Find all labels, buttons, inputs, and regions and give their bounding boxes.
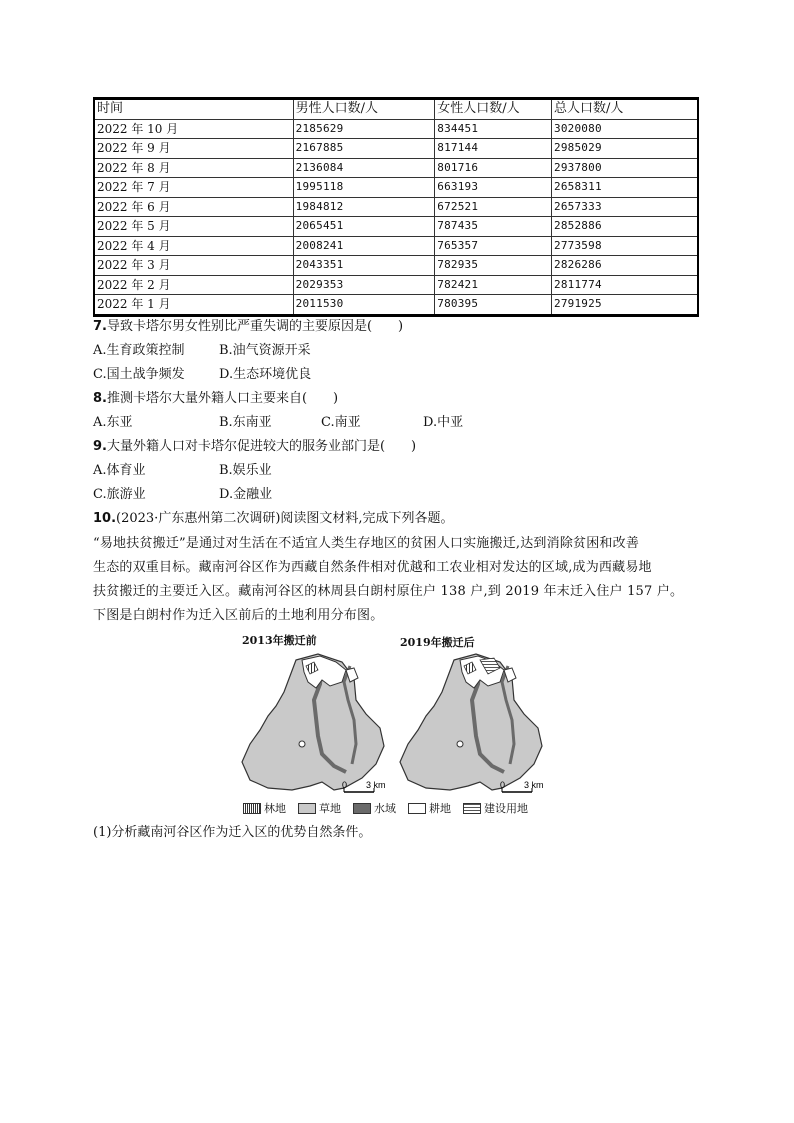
q9-stem: 大量外籍人口对卡塔尔促进较大的服务业部门是( ): [106, 439, 417, 454]
q8-stem: 推测卡塔尔大量外籍人口主要来自( ): [106, 391, 339, 406]
forest-swatch-icon: [243, 803, 261, 814]
cell-male: 2008241: [293, 236, 435, 256]
legend-water: 水域: [353, 800, 396, 816]
cell-male: 2065451: [293, 217, 435, 237]
cell-time: 2022 年 4 月: [94, 236, 293, 256]
farmland-swatch-icon: [408, 803, 426, 814]
cell-total: 2773598: [552, 236, 698, 256]
q7-option-d[interactable]: D.生态环境优良: [219, 367, 312, 382]
q8-stem-line: [93, 390, 338, 408]
cell-total: 2811774: [552, 275, 698, 295]
table-row: [94, 275, 698, 295]
q10-para-line-4: 下图是白朗村作为迁入区前后的土地利用分布图。: [93, 608, 384, 623]
q7-stem: 导致卡塔尔男女性别比严重失调的主要原因是( ): [106, 319, 404, 334]
cell-time: 2022 年 5 月: [94, 217, 293, 237]
q7-options-row1: [93, 342, 311, 360]
scale-label: 3 km: [524, 780, 544, 790]
q7-option-b[interactable]: B.油气资源开采: [219, 343, 311, 358]
legend-farmland: 耕地: [408, 800, 451, 816]
cell-female: 817144: [435, 139, 552, 159]
legend-grassland: 草地: [298, 800, 341, 816]
q8-number: 8.: [93, 391, 107, 406]
table-row: [94, 217, 698, 237]
legend-forest: 林地: [243, 800, 286, 816]
table-row: [94, 236, 698, 256]
cell-female: 782935: [435, 256, 552, 276]
cell-time: 2022 年 8 月: [94, 158, 293, 178]
q9-option-d[interactable]: D.金融业: [219, 487, 273, 502]
map-before: [238, 648, 388, 798]
cell-total: 2791925: [552, 295, 698, 316]
cell-male: 2043351: [293, 256, 435, 276]
q7-number: 7.: [93, 319, 107, 334]
q10-para-line-3: 扶贫搬迁的主要迁入区。藏南河谷区的林周县白朗村原住户 138 户,到 2019 年末迁入住户 157 户。: [93, 584, 684, 599]
cell-male: 2011530: [293, 295, 435, 316]
cell-male: 1995118: [293, 178, 435, 198]
cell-female: 787435: [435, 217, 552, 237]
table-body: [94, 119, 698, 315]
cell-female: 782421: [435, 275, 552, 295]
table-row: [94, 139, 698, 159]
q9-option-a[interactable]: A.体育业: [93, 463, 146, 478]
q7-options-row2: [93, 366, 311, 384]
map-before-title: 2013年搬迁前: [242, 634, 317, 647]
map-legend: [243, 800, 534, 816]
q9-number: 9.: [93, 439, 107, 454]
cell-male: 1984812: [293, 197, 435, 217]
construction-swatch-icon: [463, 803, 481, 814]
grassland-swatch-icon: [298, 803, 316, 814]
cell-female: 765357: [435, 236, 552, 256]
cell-total: 2658311: [552, 178, 698, 198]
scale-zero: 0: [342, 780, 348, 790]
q7-option-a[interactable]: A.生育政策控制: [93, 343, 185, 358]
cell-total: 2657333: [552, 197, 698, 217]
scale-zero: 0: [500, 780, 506, 790]
q10-para-line-1: “易地扶贫搬迁”是通过对生活在不适宜人类生存地区的贫困人口实施搬迁,达到消除贫困和改善: [93, 536, 640, 551]
q8-option-b[interactable]: B.东南亚: [219, 415, 272, 430]
cell-time: 2022 年 7 月: [94, 178, 293, 198]
q10-para-line-2: 生态的双重目标。藏南河谷区作为西藏自然条件相对优越和工农业相对发达的区域,成为西藏易地: [93, 560, 652, 575]
q10-material: [93, 532, 713, 628]
scale-label: 3 km: [366, 780, 386, 790]
table-row: [94, 119, 698, 139]
q10-header: [93, 510, 454, 528]
table-row: [94, 295, 698, 316]
q8-option-d[interactable]: D.中亚: [423, 415, 464, 430]
cell-male: 2136084: [293, 158, 435, 178]
table-row: [94, 256, 698, 276]
header-male: 男性人口数/人: [293, 99, 435, 120]
cell-time: 2022 年 3 月: [94, 256, 293, 276]
cell-total: 2937800: [552, 158, 698, 178]
cell-male: 2167885: [293, 139, 435, 159]
table-row: [94, 178, 698, 198]
q9-option-c[interactable]: C.旅游业: [93, 487, 146, 502]
cell-male: 2029353: [293, 275, 435, 295]
settlement: [299, 741, 305, 747]
q9-options-row2: [93, 486, 272, 504]
q7-stem-line: [93, 318, 403, 336]
cell-time: 2022 年 9 月: [94, 139, 293, 159]
q10-source: (2023·广东惠州第二次调研)阅读图文材料,完成下列各题。: [116, 511, 454, 526]
population-table: [93, 97, 699, 317]
water-swatch-icon: [353, 803, 371, 814]
q9-stem-line: [93, 438, 416, 456]
cell-total: 2985029: [552, 139, 698, 159]
cell-time: 2022 年 1 月: [94, 295, 293, 316]
cell-total: 2826286: [552, 256, 698, 276]
q8-option-a[interactable]: A.东亚: [93, 415, 133, 430]
table-row: [94, 197, 698, 217]
cell-female: 780395: [435, 295, 552, 316]
map-after: [396, 648, 546, 798]
cell-time: 2022 年 2 月: [94, 275, 293, 295]
cell-female: 834451: [435, 119, 552, 139]
cell-time: 2022 年 6 月: [94, 197, 293, 217]
map-after-title: 2019年搬迁后: [400, 636, 475, 649]
cell-time: 2022 年 10 月: [94, 119, 293, 139]
q8-option-c[interactable]: C.南亚: [321, 415, 361, 430]
header-female: 女性人口数/人: [435, 99, 552, 120]
q7-option-c[interactable]: C.国土战争频发: [93, 367, 185, 382]
q10-sub1: (1)分析藏南河谷区作为迁入区的优势自然条件。: [93, 825, 372, 840]
table-header-row: [94, 99, 698, 120]
cell-male: 2185629: [293, 119, 435, 139]
q9-option-b[interactable]: B.娱乐业: [219, 463, 272, 478]
q9-options-row1: [93, 462, 272, 480]
header-total: 总人口数/人: [552, 99, 698, 120]
cell-total: 2852886: [552, 217, 698, 237]
cell-female: 663193: [435, 178, 552, 198]
legend-construction: 建设用地: [463, 800, 528, 816]
header-time: 时间: [94, 99, 293, 120]
cell-total: 3020080: [552, 119, 698, 139]
table-row: [94, 158, 698, 178]
cell-female: 672521: [435, 197, 552, 217]
settlement: [457, 741, 463, 747]
cell-female: 801716: [435, 158, 552, 178]
q10-number: 10.: [93, 511, 117, 526]
q8-options: [93, 414, 463, 432]
